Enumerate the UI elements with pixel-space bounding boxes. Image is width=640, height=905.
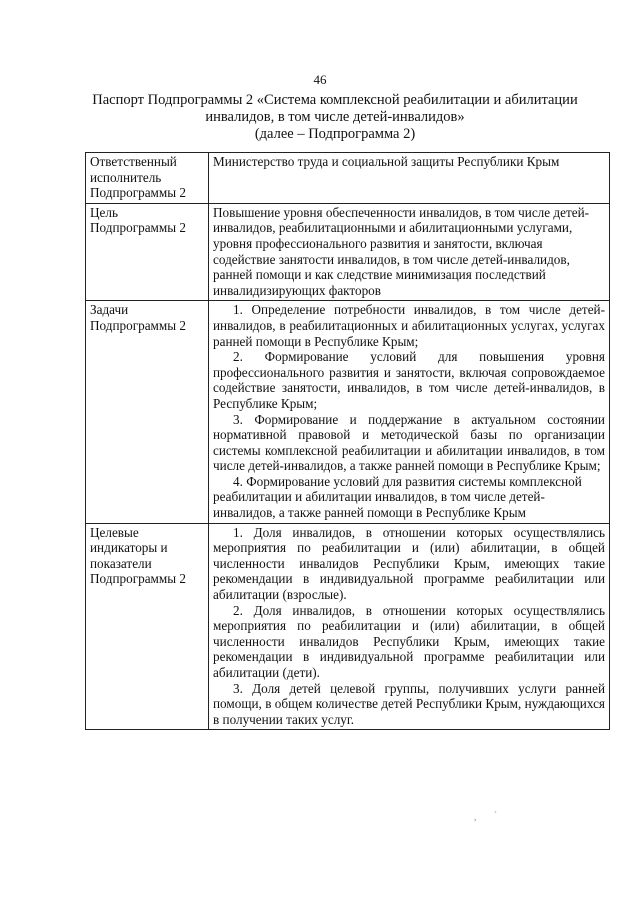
row-label (86, 203, 209, 301)
row-content (209, 301, 610, 523)
label-line: Подпрограммы 2 (90, 220, 186, 236)
table-row (86, 203, 610, 301)
label-line: Задачи (90, 302, 129, 318)
label-line: исполнитель (90, 169, 162, 185)
row-content (209, 523, 610, 730)
table-row (86, 301, 610, 523)
content-paragraph: 1. Доля инвалидов, в отношении которых осуществлялись мероприятия по реабилитации и (или) абилитации, в общей численности инвалидов Республики Крым, имеющих такие рекомендации в индивидуальной программе реабилитации или абилитации (взрослые). (213, 524, 605, 603)
table-row (86, 153, 610, 204)
row-content (209, 153, 610, 204)
page-number: 46 (313, 72, 327, 87)
label-line: индикаторы и (90, 540, 168, 556)
row-label (86, 301, 209, 523)
scan-speck: , (474, 812, 477, 822)
label-line: Подпрограммы 2 (90, 317, 186, 333)
label-line: Подпрограммы 2 (90, 185, 186, 201)
content-paragraph: Повышение уровня обеспеченности инвалидов, в том числе детей-инвалидов, реабилитационными и абилитационными услугами, уровня профессионального развития и занятости, включая содействие занятости инвалидов, в том числе детей-инвалидов, ранней помощи и как следствие минимизация последствий инвалидизирующих факторов (213, 204, 590, 298)
content-paragraph: 2. Доля инвалидов, в отношении которых осуществлялись мероприятия по реабилитации и (или) абилитации, в общей численности инвалидов Республики Крым, имеющих такие рекомендации в индивидуальной программе реабилитации или абилитации (дети). (213, 602, 605, 680)
document-title (70, 92, 600, 143)
row-content (209, 203, 610, 301)
content-paragraph: 3. Формирование и поддержание в актуальном состоянии нормативной правовой и методической базы по организации системы комплексной реабилитации и абилитации инвалидов, в том числе детей-инвалидов, а также ранней помощи в Республике Крым; (213, 411, 605, 474)
label-line: Подпрограммы 2 (90, 571, 186, 587)
passport-table (85, 152, 610, 730)
content-paragraph: 4. Формирование условий для развития системы комплексной реабилитации и абилитации инвалидов, в том числе детей-инвалидов, а также ранней помощи в Республике Крым (213, 473, 582, 521)
row-label (86, 153, 209, 204)
content-paragraph: Министерство труда и социальной защиты Республики Крым (213, 154, 560, 169)
label-line: Целевые (90, 524, 139, 540)
content-paragraph: 1. Определение потребности инвалидов, в том числе детей-инвалидов, в реабилитационных и абилитационных услугах, услугах ранней помощи в Республике Крым; (213, 302, 605, 349)
content-paragraph: 3. Доля детей целевой группы, получивших услуги ранней помощи, в общем количестве детей Республики Крым, нуждающихся в получении таких услуг. (213, 680, 605, 727)
label-line: Цель (90, 204, 118, 220)
label-line: Ответственный (90, 154, 177, 169)
title-line-3: (далее – Подпрограмма 2) (254, 126, 416, 142)
title-line-1: Паспорт Подпрограммы 2 «Система комплексной реабилитации и абилитации (92, 92, 578, 108)
row-label (86, 523, 209, 730)
content-paragraph: 2. Формирование условий для повышения уровня профессионального развития и занятости, включая сопровождаемое содействие занятости, инвалидов, в том числе детей-инвалидов, в Республике Крым; (213, 349, 605, 411)
label-line: показатели (90, 555, 152, 571)
title-line-2: инвалидов, в том числе детей-инвалидов» (205, 109, 465, 125)
scan-speck: ` (494, 810, 497, 820)
table-row (86, 523, 610, 730)
